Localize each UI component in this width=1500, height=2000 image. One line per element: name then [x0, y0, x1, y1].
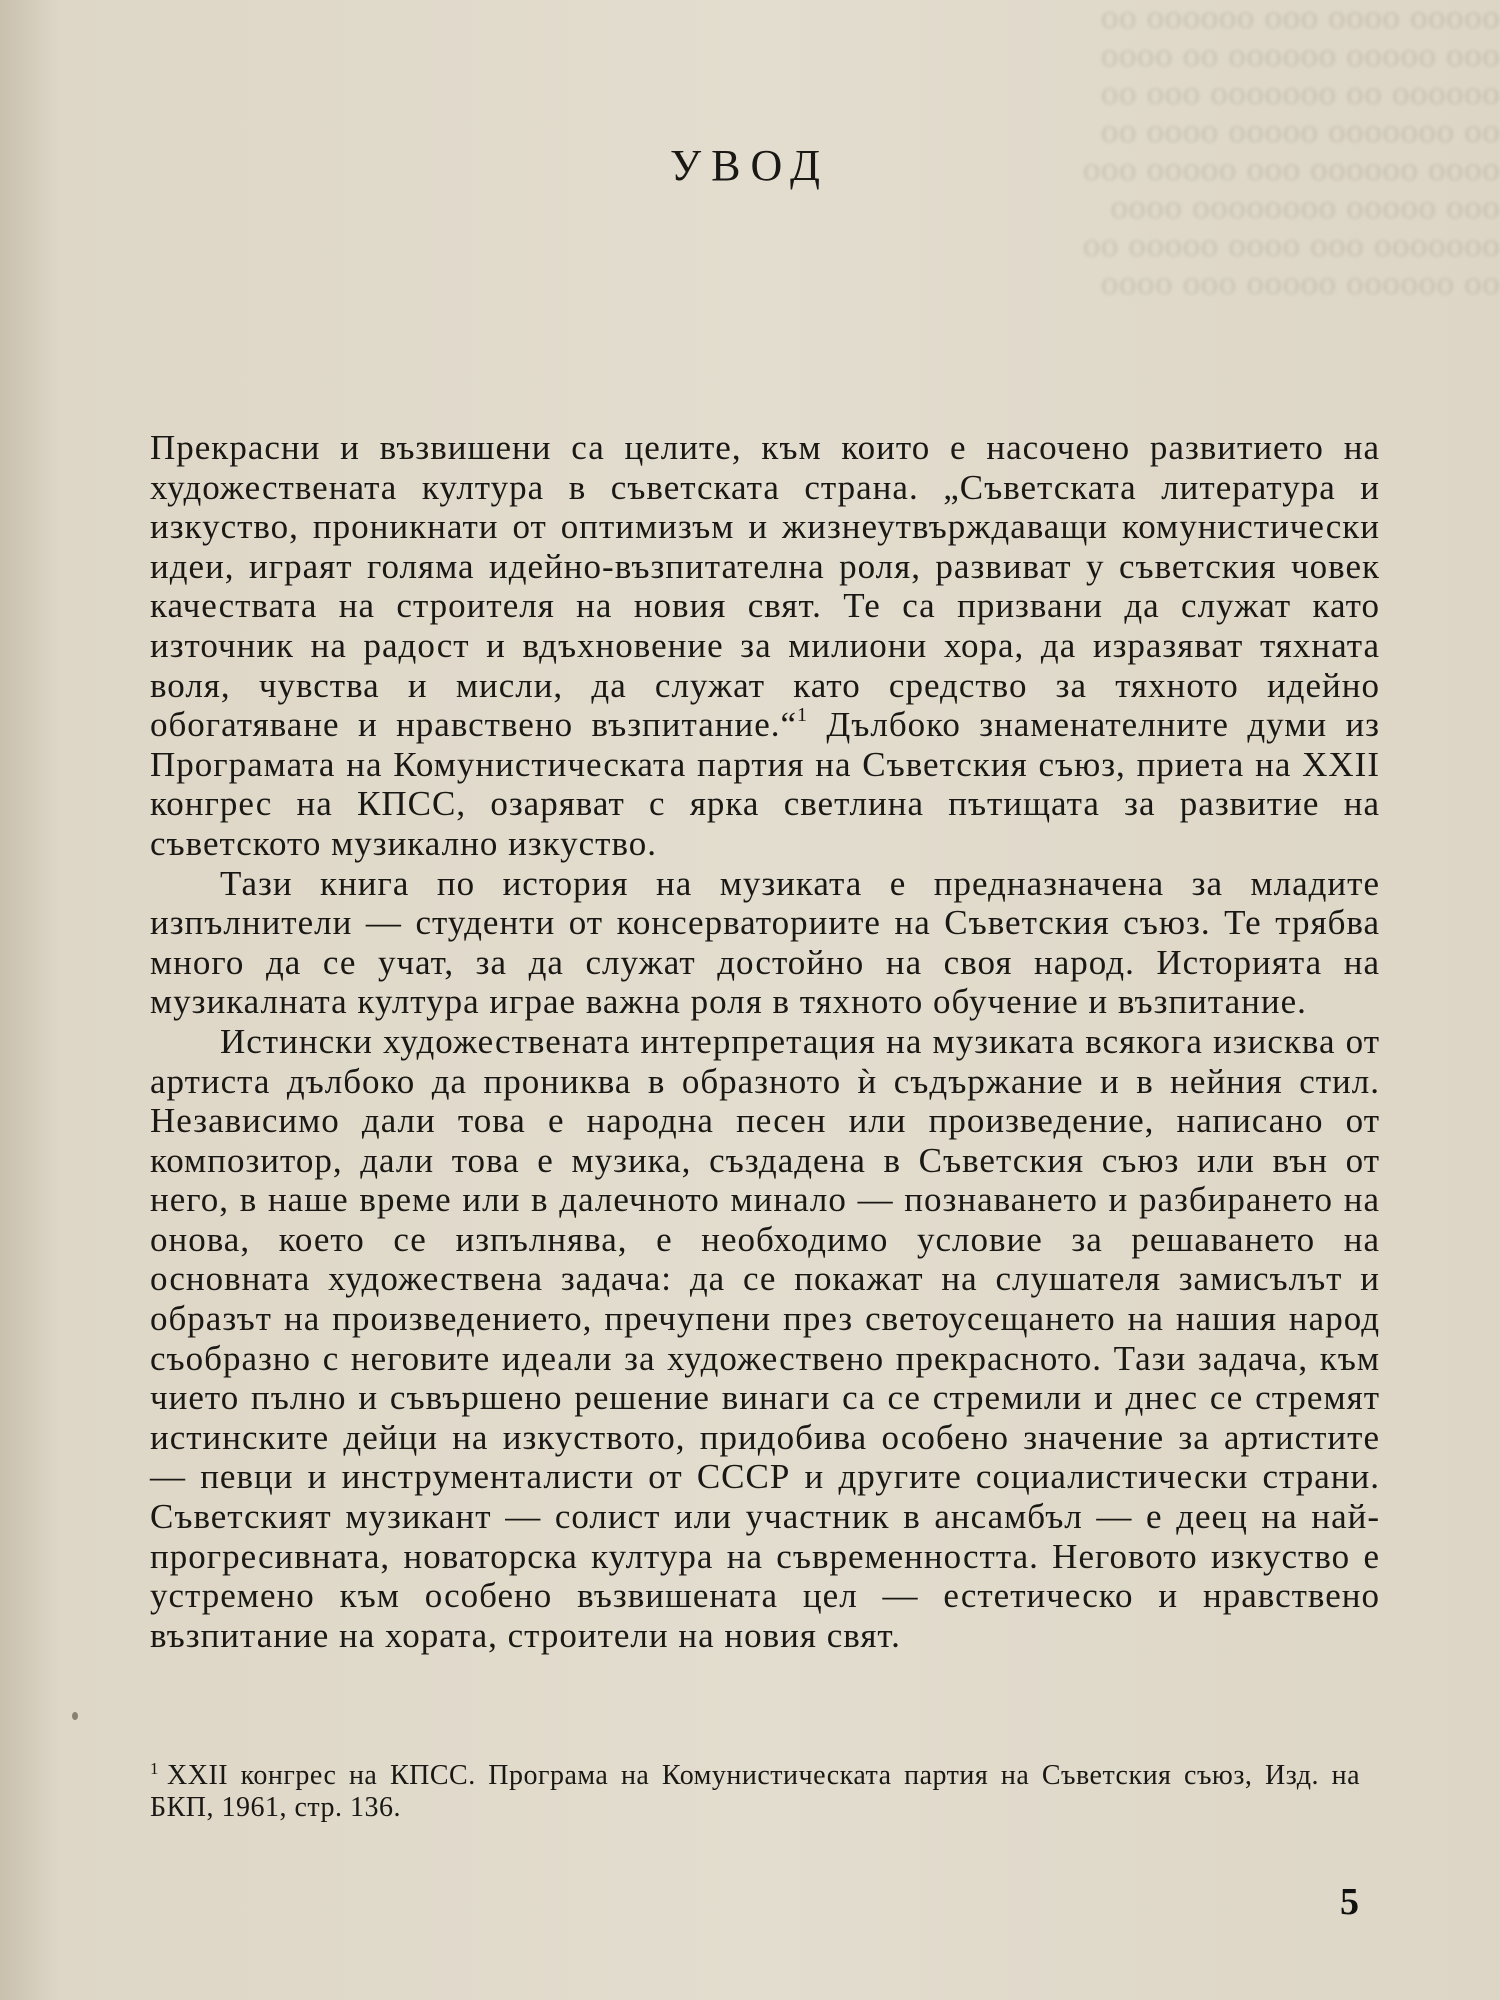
body-text [150, 428, 1380, 1655]
paragraph-3: Истински художествената интерпретация на музиката всякога изисква от артиста дълбоко да прониква в образното ѝ съдържание и в нейния стил. Независимо дали това е народна песен или произведение, написано от композитор, дали това е музика, създадена в Съветския съюз или вън от него, в наше време или в далечното минало — познаването и разбирането на онова, което се изпълнява, е необходимо условие за решаването на основната художествена задача: да се покажат на слушателя замисълът и образът на произведението, пречупени през светоусещането на нашия народ съобразно с неговите идеали за художествено прекрасното. Тази задача, към чието пълно и съвършено решение винаги са се стремили и днес се стремят истинските дейци на изкуството, придобива особено значение за артистите — певци и инструменталисти от СССР и другите социалистически страни. Съветският музикант — солист или участник в ансамбъл — е деец на най-прогресивната, новаторска култура на съвременността. Неговото изкуство е устремено към особено възвишената цел — естетическо и нравствено възпитание на хората, строители на новия свят. [150, 1021, 1380, 1655]
paragraph-1 [150, 428, 1380, 864]
paper-spot [72, 1712, 78, 1720]
footnote [150, 1760, 1360, 1824]
chapter-title: УВОД [669, 141, 831, 190]
paragraph-2: Тази книга по история на музиката е предназначена за младите изпълнители — студенти от консерваториите на Съветския съюз. Те трябва много да се учат, за да служат достойно на своя народ. Историята на музикалната култура играе важна роля в тяхното обучение и възпитание. [150, 863, 1380, 1022]
page-number: 5 [1340, 1881, 1359, 1923]
footnote-text: XXII конгрес на КПСС. Програма на Комунистическата партия на Съветския съюз, Изд. на БКП, 1961, стр. 136. [150, 1760, 1360, 1823]
bleed-through-texture: ооооо оооо ооо оооооо оо ооо ооооо оооооо оо оооо оооооо оо ооооооо ооо оо оо ооооооо ооооо оооо оо оооо оооооо ооо ооооо ооо ооо ооооо оооооооо оооо ооооооо ооо оооо ооооо оо оо оооооо ооооо ооо оооо [1082, 1, 1500, 302]
paragraph-1-text: Прекрасни и възвишени са целите, към които е насочено развитието на художествената култура в съветската страна. „Съветската литература и изкуство, проникнати от оптимизъм и жизнеутвърждаващи комунистически идеи, играят голяма идейно-възпитателна роля, развиват у съветския човек качествата на строителя на новия свят. Те са призвани да служат като източник на радост и вдъхновение за милиони хора, да изразяват тяхната воля, чувства и мисли, да служат като средство за тяхното идейно обогатяване и нравствено възпитание.“ [150, 428, 1380, 745]
footnote-reference: 1 [797, 704, 809, 727]
footnote-mark: 1 [150, 1759, 159, 1778]
paragraph-1-continuation: Дълбоко знаменателните думи из Програмата на Комунистическата партия на Съветския съюз, приета на XXII конгрес на КПСС, озаряват с ярка светлина пътищата за развитие на съветското музикално изкуство. [150, 705, 1380, 863]
